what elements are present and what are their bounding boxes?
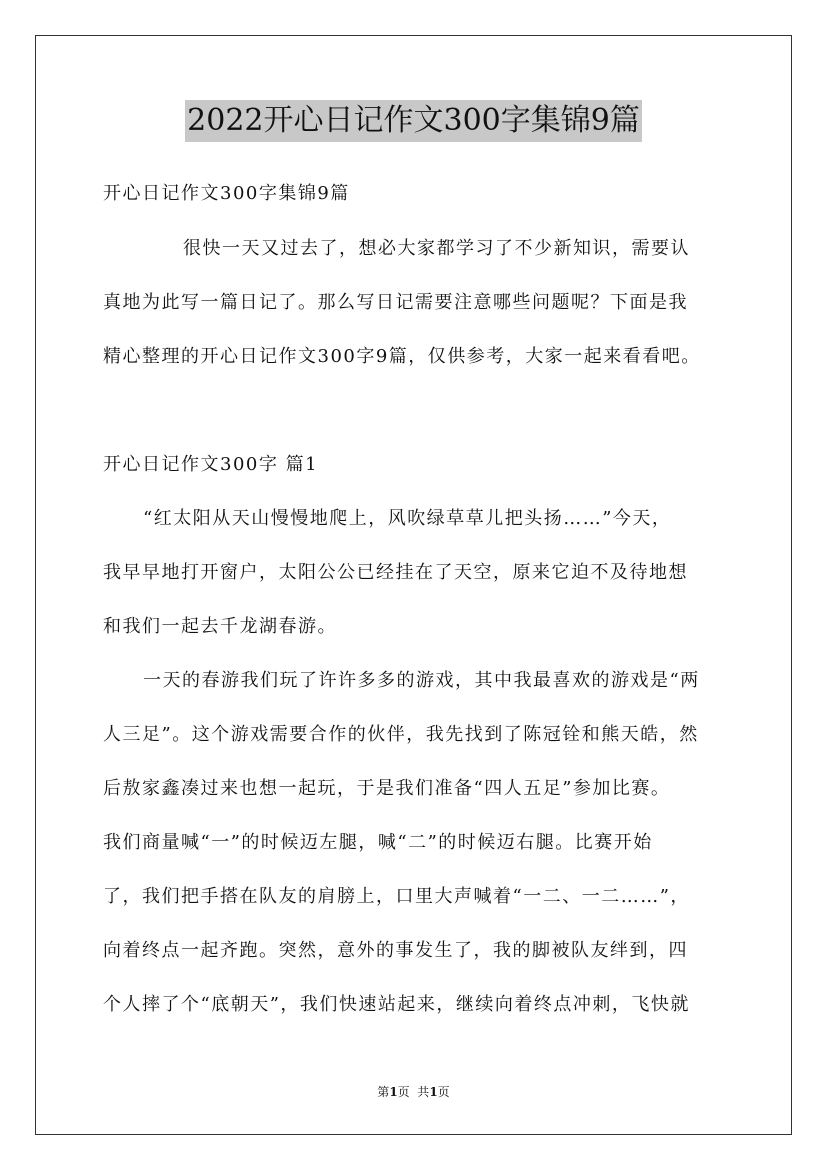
- body-line-6: 后敖家鑫凑过来也想一起玩，于是我们准备“四人五足”参加比赛。: [103, 778, 671, 799]
- body-line-7: 我们商量喊“一”的时候迈左腿，喊“二”的时候迈右腿。比赛开始: [103, 832, 653, 853]
- body-line-10: 个人摔了个“底朝天”，我们快速站起来，继续向着终点冲刺，飞快就: [103, 994, 690, 1015]
- body-line-3: 和我们一起去千龙湖春游。: [103, 616, 337, 637]
- footer-mid: 页 共: [397, 1085, 430, 1099]
- footer-page-number: 1: [389, 1085, 398, 1099]
- section-heading: 开心日记作文300字 篇1: [103, 454, 319, 475]
- document-subtitle: 开心日记作文300字集锦9篇: [103, 183, 350, 204]
- body-line-4: 一天的春游我们玩了许许多多的游戏，其中我最喜欢的游戏是“两: [143, 670, 700, 691]
- intro-line-3: 精心整理的开心日记作文300字9篇，仅供参考，大家一起来看看吧。: [103, 346, 701, 367]
- intro-line-1: 很快一天又过去了，想必大家都学习了不少新知识，需要认: [183, 238, 690, 259]
- body-line-8: 了，我们把手搭在队友的肩膀上，口里大声喊着“一二、一二……”，: [103, 886, 690, 907]
- body-line-2: 我早早地打开窗户，太阳公公已经挂在了天空，原来它迫不及待地想: [103, 562, 688, 583]
- footer-suffix: 页: [437, 1085, 450, 1099]
- body-line-1: “红太阳从天山慢慢地爬上，风吹绿草草儿把头扬……”今天，: [143, 508, 672, 529]
- intro-line-2: 真地为此写一篇日记了。那么写日记需要注意哪些问题呢？下面是我: [103, 292, 688, 313]
- body-line-5: 人三足”。这个游戏需要合作的伙伴，我先找到了陈冠铨和熊天皓，然: [103, 724, 699, 745]
- page-footer: [0, 1084, 827, 1100]
- body-line-9: 向着终点一起齐跑。突然，意外的事发生了，我的脚被队友绊到，四: [103, 940, 688, 961]
- footer-prefix: 第: [377, 1085, 390, 1099]
- document-title: 2022开心日记作文300字集锦9篇: [185, 100, 642, 142]
- title-container: [0, 100, 827, 142]
- footer-total-pages: 1: [429, 1085, 438, 1099]
